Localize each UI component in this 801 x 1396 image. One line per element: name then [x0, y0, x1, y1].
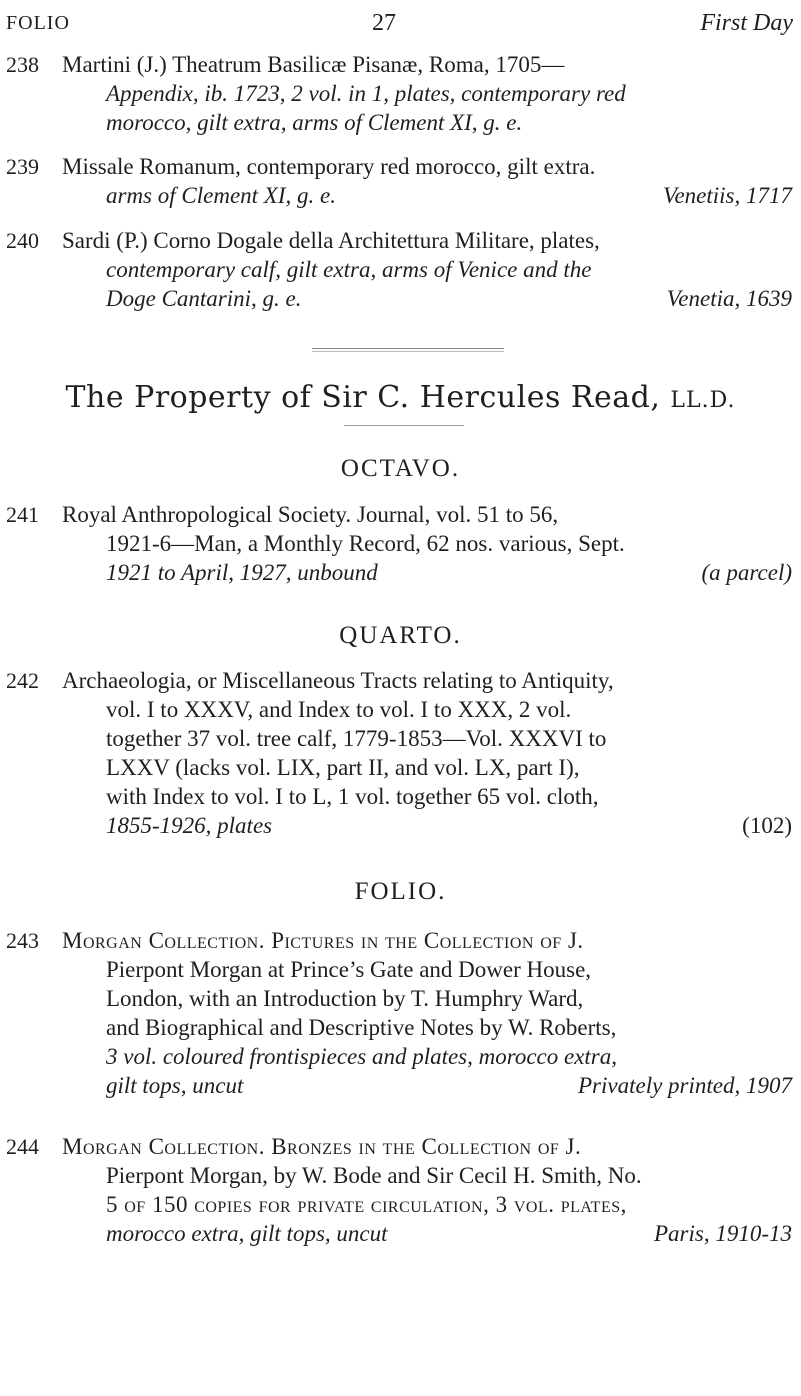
- lot-number: 240: [6, 228, 39, 253]
- lot-line: contemporary calf, gilt extra, arms of Venice and the: [106, 257, 592, 282]
- divider-rule: [344, 425, 464, 426]
- section-heading-folio: FOLIO.: [354, 878, 447, 905]
- lot-line-text: gilt tops, uncut: [106, 1073, 244, 1098]
- lot-lot-count: (102): [742, 813, 792, 838]
- page-header: [0, 8, 801, 38]
- lot-line: Morgan Collection. Pictures in the Collection of J.: [62, 928, 584, 953]
- lot-line: Royal Anthropological Society. Journal, vol. 51 to 56,: [62, 502, 559, 527]
- lot-line: 5 of 150 copies for private circulation, 3 vol. plates,: [106, 1192, 627, 1217]
- lot-number: 238: [6, 52, 39, 77]
- lot-line: [62, 558, 792, 587]
- lot-line: Martini (J.) Theatrum Basilicæ Pisanæ, Roma, 1705—: [62, 52, 565, 77]
- lot-imprint: (a parcel): [701, 560, 792, 585]
- lot-line: vol. I to XXXV, and Index to vol. I to XXX, 2 vol.: [106, 697, 572, 722]
- banner-suffix: LL.D.: [670, 388, 736, 413]
- lot-line: Morgan Collection. Bronzes in the Collection of J.: [62, 1134, 582, 1159]
- running-title: First Day: [700, 10, 793, 36]
- lot-line: 1921-6—Man, a Monthly Record, 62 nos. various, Sept.: [106, 531, 625, 556]
- lot-number: 241: [6, 502, 39, 527]
- divider-rule: [312, 348, 504, 349]
- header-folio: FOLIO: [6, 12, 70, 34]
- lot-line: 3 vol. coloured frontispieces and plates, morocco extra,: [106, 1044, 618, 1069]
- lot-line: morocco, gilt extra, arms of Clement XI, g. e.: [106, 110, 523, 135]
- banner-title: The Property of Sir C. Hercules Read,: [65, 380, 661, 415]
- lot-line-text: 1855-1926, plates: [106, 813, 273, 838]
- lot-imprint: Privately printed, 1907: [578, 1073, 792, 1098]
- lot-line: together 37 vol. tree calf, 1779-1853—Vol. XXXVI to: [106, 726, 607, 751]
- lot-line: [62, 811, 792, 840]
- divider-rule: [312, 351, 504, 352]
- lot-line: Pierpont Morgan, by W. Bode and Sir Cecil H. Smith, No.: [106, 1163, 642, 1188]
- lot-line-text: morocco extra, gilt tops, uncut: [106, 1221, 388, 1246]
- lot-line: Missale Romanum, contemporary red morocco, gilt extra.: [62, 154, 596, 179]
- lot-line-text: arms of Clement XI, g. e.: [106, 183, 336, 208]
- lot-line: Pierpont Morgan at Prince’s Gate and Dower House,: [106, 957, 592, 982]
- lot-line: [62, 181, 792, 210]
- lot-imprint: Venetiis, 1717: [662, 183, 792, 208]
- lot-line-text: 1921 to April, 1927, unbound: [106, 560, 378, 585]
- lot-number: 242: [6, 668, 39, 693]
- lot-line: London, with an Introduction by T. Humphry Ward,: [106, 986, 584, 1011]
- lot-line: Appendix, ib. 1723, 2 vol. in 1, plates, contemporary red: [106, 81, 626, 106]
- section-heading-quarto: QUARTO.: [339, 622, 462, 649]
- lot-line-text: Doge Cantarini, g. e.: [106, 286, 302, 311]
- lot-line: [62, 1071, 792, 1100]
- section-heading-octavo: OCTAVO.: [340, 455, 461, 482]
- lot-line: [62, 284, 792, 313]
- lot-line: with Index to vol. I to L, 1 vol. together 65 vol. cloth,: [106, 784, 599, 809]
- lot-number: 244: [6, 1134, 39, 1159]
- lot-line: [62, 1219, 792, 1248]
- page-number: 27: [372, 10, 396, 36]
- lot-imprint: Venetia, 1639: [666, 286, 792, 311]
- lot-imprint: Paris, 1910-13: [654, 1221, 792, 1246]
- lot-line: LXXV (lacks vol. LIX, part II, and vol. LX, part I),: [106, 755, 580, 780]
- lot-line: Archaeologia, or Miscellaneous Tracts relating to Antiquity,: [62, 668, 614, 693]
- lot-line: Sardi (P.) Corno Dogale della Architettura Militare, plates,: [62, 228, 600, 253]
- property-banner: [0, 380, 801, 415]
- lot-number: 239: [6, 154, 39, 179]
- lot-number: 243: [6, 928, 39, 953]
- lot-line: and Biographical and Descriptive Notes by W. Roberts,: [106, 1015, 617, 1040]
